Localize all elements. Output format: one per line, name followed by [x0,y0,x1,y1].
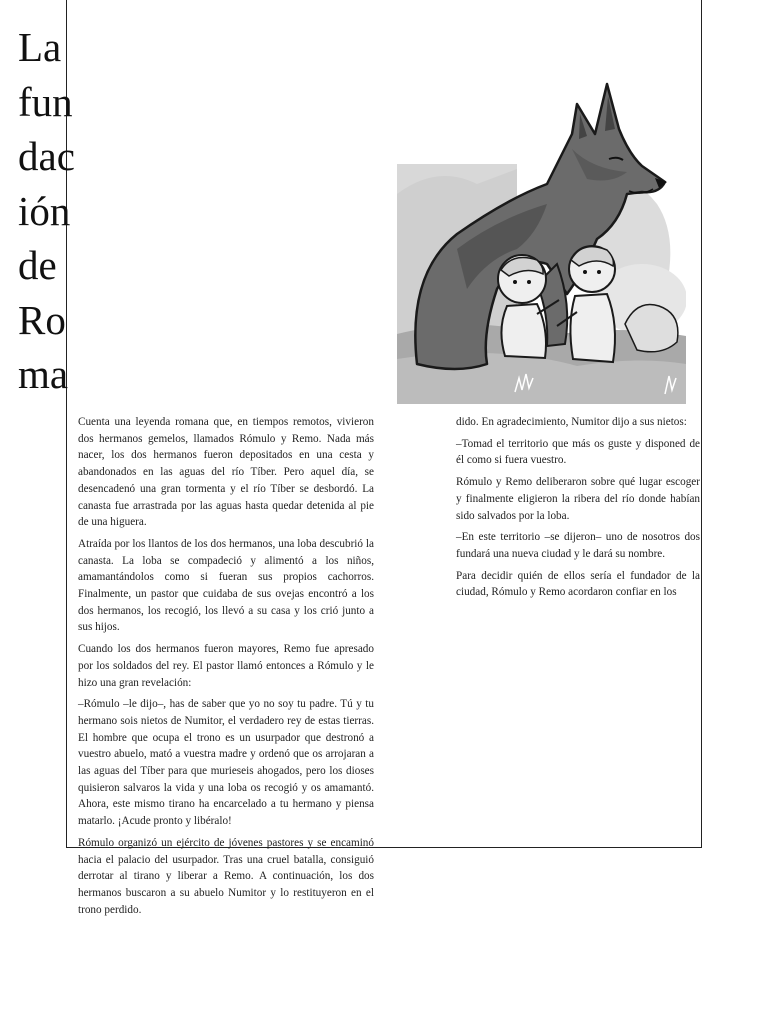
paragraph: Rómulo organizó un ejército de jóvenes pastores y se encaminó hacia el palacio del usurpador. Tras una cruel batalla, consiguió derrotar al tirano y liberar a Remo. A continuación, los dos hermanos buscaron a su abuelo Numitor y lo restituyeron en el trono perdido. [78,836,374,916]
paragraph: –En este territorio –se dijeron– uno de nosotros dos fundará una nueva ciudad y le dará su nombre. [456,531,700,560]
title-line: La [18,24,62,70]
title-line: ión [18,187,71,234]
paragraph: Cuando los dos hermanos fueron mayores, Remo fue apresado por los soldados del rey. El pastor llamó entonces a Rómulo y le hizo una gran revelación: [78,643,374,689]
she-wolf-illustration [397,74,686,404]
paragraph: Rómulo y Remo deliberaron sobre qué lugar escoger y finalmente eligieron la ribera del río donde habían sido salvados por la loba. [456,476,700,522]
title-line: Ro [18,296,66,343]
text-column-left [78,414,374,923]
text-column-right [456,414,700,606]
paragraph: –Rómulo –le dijo–, has de saber que yo no soy tu padre. Tú y tu hermano sois nietos de Numitor, el verdadero rey de estas tierras. El hombre que ocupa el trono es un usurpador que destronó a vuestro abuelo, mató a vuestra madre y ordenó que os arrojaran a las aguas del Tíber para que murieseis ahogados, pero los dioses quisieron salvaros la vida y una loba os recogió y os amamantó. Ahora, este mismo tirano ha encarcelado a tu hermano y piensa matarlo. ¡Acude pronto y libéralo! [78,698,374,828]
she-wolf-nursing-twins-icon [397,74,686,404]
title-line: dac [18,133,75,179]
paragraph: Atraída por los llantos de los dos hermanos, una loba descubrió la canasta. La loba se compadeció y alimentó a los niños, amamantándolos como si fueran sus propios cachorros. Finalmente, un pastor que cuidaba de sus ovejas encontró a los dos hermanos, los recogió, los llevó a su casa y los crió junto a sus hijos. [78,537,374,634]
paragraph: dido. En agradecimiento, Numitor dijo a sus nietos: [456,416,687,428]
page-title [18,20,88,402]
paragraph: Para decidir quién de ellos sería el fundador de la ciudad, Rómulo y Remo acordaron confiar en los [456,569,700,599]
paragraph: Cuenta una leyenda romana que, en tiempos remotos, vivieron dos hermanos gemelos, llamados Rómulo y Remo. Nada más nacer, los dos hermanos fueron depositados en una cesta y abandonados en las aguas del río Tíber. Pero aquel día, se desencadenó una gran tormenta y el río Tíber se desbordó. La canasta fue arrastrada por las aguas hasta quedar detenida al pie de una higuera. [78,416,374,529]
title-line: de [18,242,57,288]
paragraph: –Tomad el territorio que más os guste y disponed de él como si fuera vuestro. [456,437,700,467]
title-line: fun [18,78,73,125]
title-line: ma [18,351,69,397]
